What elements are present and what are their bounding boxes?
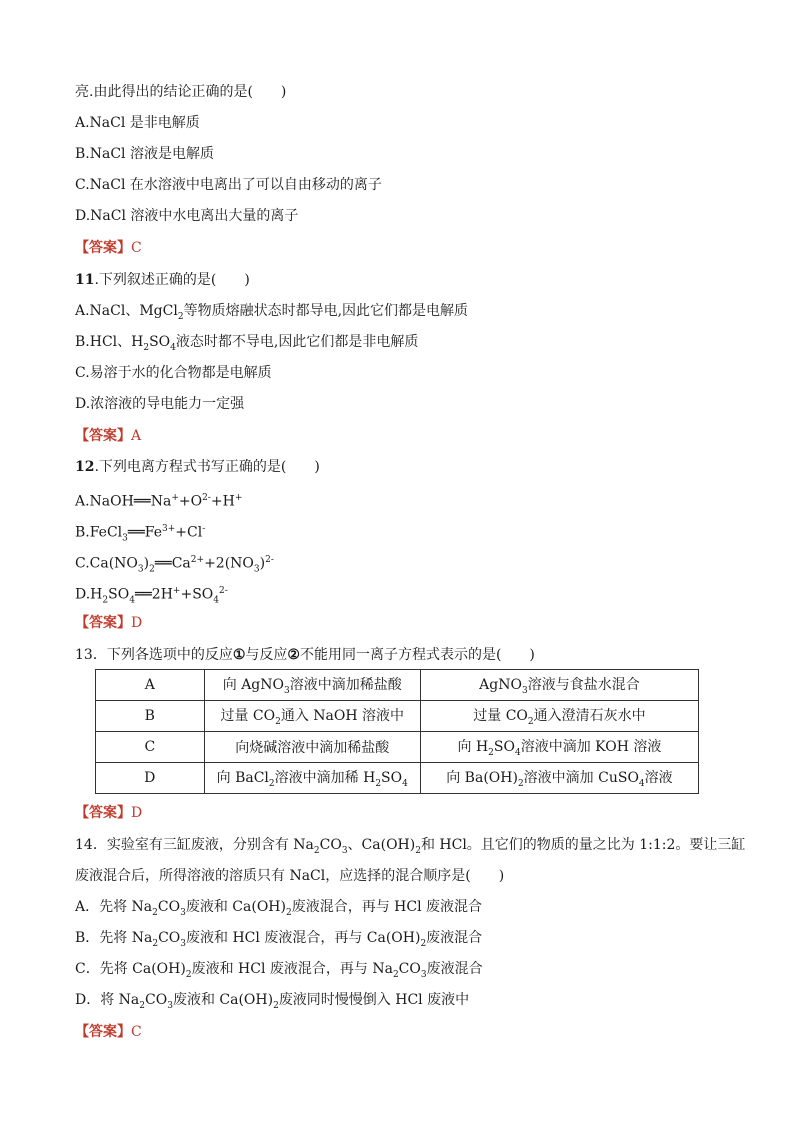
text-line: D.NaCl 溶液中水电离出大量的离子 [75, 208, 299, 224]
text-line: B.NaCl 溶液是电解质 [75, 146, 214, 162]
table-cell: 过量 $CO_2$通入 NaOH 溶液中 [204, 701, 420, 732]
table-row [96, 763, 699, 794]
answer-value: D [131, 615, 143, 631]
text-line: $B.FeCl_3══Fe^{3+}+Cl^-$ [75, 524, 206, 544]
answer-label: 【答案】 [75, 615, 131, 631]
answer-line [75, 426, 141, 446]
text-line: D.浓溶液的导电能力一定强 [75, 396, 245, 412]
table-cell: 向 AgNO$_3$溶液中滴加稀盐酸 [204, 670, 420, 701]
answer-label: 【答案】 [75, 428, 131, 444]
answer-line [75, 613, 142, 633]
table-row [96, 732, 699, 763]
options-table [95, 669, 699, 794]
answer-value: C [131, 240, 142, 256]
text-line: C.易溶于水的化合物都是电解质 [75, 365, 272, 381]
text-line: 14．实验室有三缸废液，分别含有 $Na_2CO_3$、$Ca(OH)_2$和 HCl。且它们的物质的量之比为 1:1:2。要让三缸 [75, 837, 746, 856]
answer-label: 【答案】 [75, 805, 131, 821]
text-line: D．将 $Na_2CO_3$废液和 $Ca(OH)_2$废液同时慢慢倒入 HCl 废液中 [75, 992, 470, 1011]
text-line: 亮.由此得出的结论正确的是( ) [75, 84, 287, 100]
text-line: A.NaCl 是非电解质 [75, 115, 200, 131]
text-line: 废液混合后，所得溶液的溶质只有 NaCl，应选择的混合顺序是( ) [75, 868, 505, 884]
text-line: C．先将 $Ca(OH)_2$废液和 HCl 废液混合，再与 $Na_2CO_3$废液混合 [75, 961, 483, 980]
answer-value: C [131, 1024, 142, 1040]
table-cell: 向 $H_2SO_4$溶液中滴加 KOH 溶液 [420, 732, 698, 763]
table-cell: B [96, 701, 205, 732]
text-line: B.HCl、$H_2SO_4$液态时都不导电,因此它们都是非电解质 [75, 334, 419, 353]
answer-value: A [131, 428, 142, 444]
answer-label: 【答案】 [75, 1024, 131, 1040]
table-cell: AgNO$_3$溶液与食盐水混合 [420, 670, 698, 701]
text-line: $C.Ca(NO_3)_2══Ca^{2+}+2(NO_3)^{2-}$ [75, 555, 274, 575]
table-row [96, 701, 699, 732]
text-line: 13．下列各选项中的反应①与反应②不能用同一离子方程式表示的是( ) [75, 647, 535, 663]
table-cell: A [96, 670, 205, 701]
answer-value: D [131, 805, 143, 821]
text-line: $D.H_2SO_4══2H^++SO_4^{2-}$ [75, 586, 228, 606]
text-line: A.NaCl、MgCl$_2$等物质熔融状态时都导电,因此它们都是电解质 [75, 303, 469, 322]
text-line: C.NaCl 在水溶液中电离出了可以自由移动的离子 [75, 177, 382, 193]
answer-line [75, 238, 142, 258]
text-line: 11.下列叙述正确的是( ) [75, 272, 250, 288]
table-cell: 向 $Ba(OH)_2$溶液中滴加 CuSO$_4$溶液 [420, 763, 698, 794]
answer-line [75, 1022, 142, 1042]
table-cell: 过量 $CO_2$通入澄清石灰水中 [420, 701, 698, 732]
answer-label: 【答案】 [75, 240, 131, 256]
text-line: 12.下列电离方程式书写正确的是( ) [75, 459, 320, 475]
table-cell: 向 BaCl$_2$溶液中滴加稀 $H_2SO_4$ [204, 763, 420, 794]
table-cell: C [96, 732, 205, 763]
answer-line [75, 803, 142, 823]
table-cell: 向烧碱溶液中滴加稀盐酸 [204, 732, 420, 763]
text-line: B．先将 $Na_2CO_3$废液和 HCl 废液混合，再与 $Ca(OH)_2$废液混合 [75, 930, 483, 949]
table-cell: D [96, 763, 205, 794]
text-line: $A.NaOH══Na^++O^{2-}+H^+$ [75, 493, 243, 510]
table-row [96, 670, 699, 701]
text-line: A．先将 $Na_2CO_3$废液和 $Ca(OH)_2$废液混合，再与 HCl 废液混合 [75, 899, 483, 918]
